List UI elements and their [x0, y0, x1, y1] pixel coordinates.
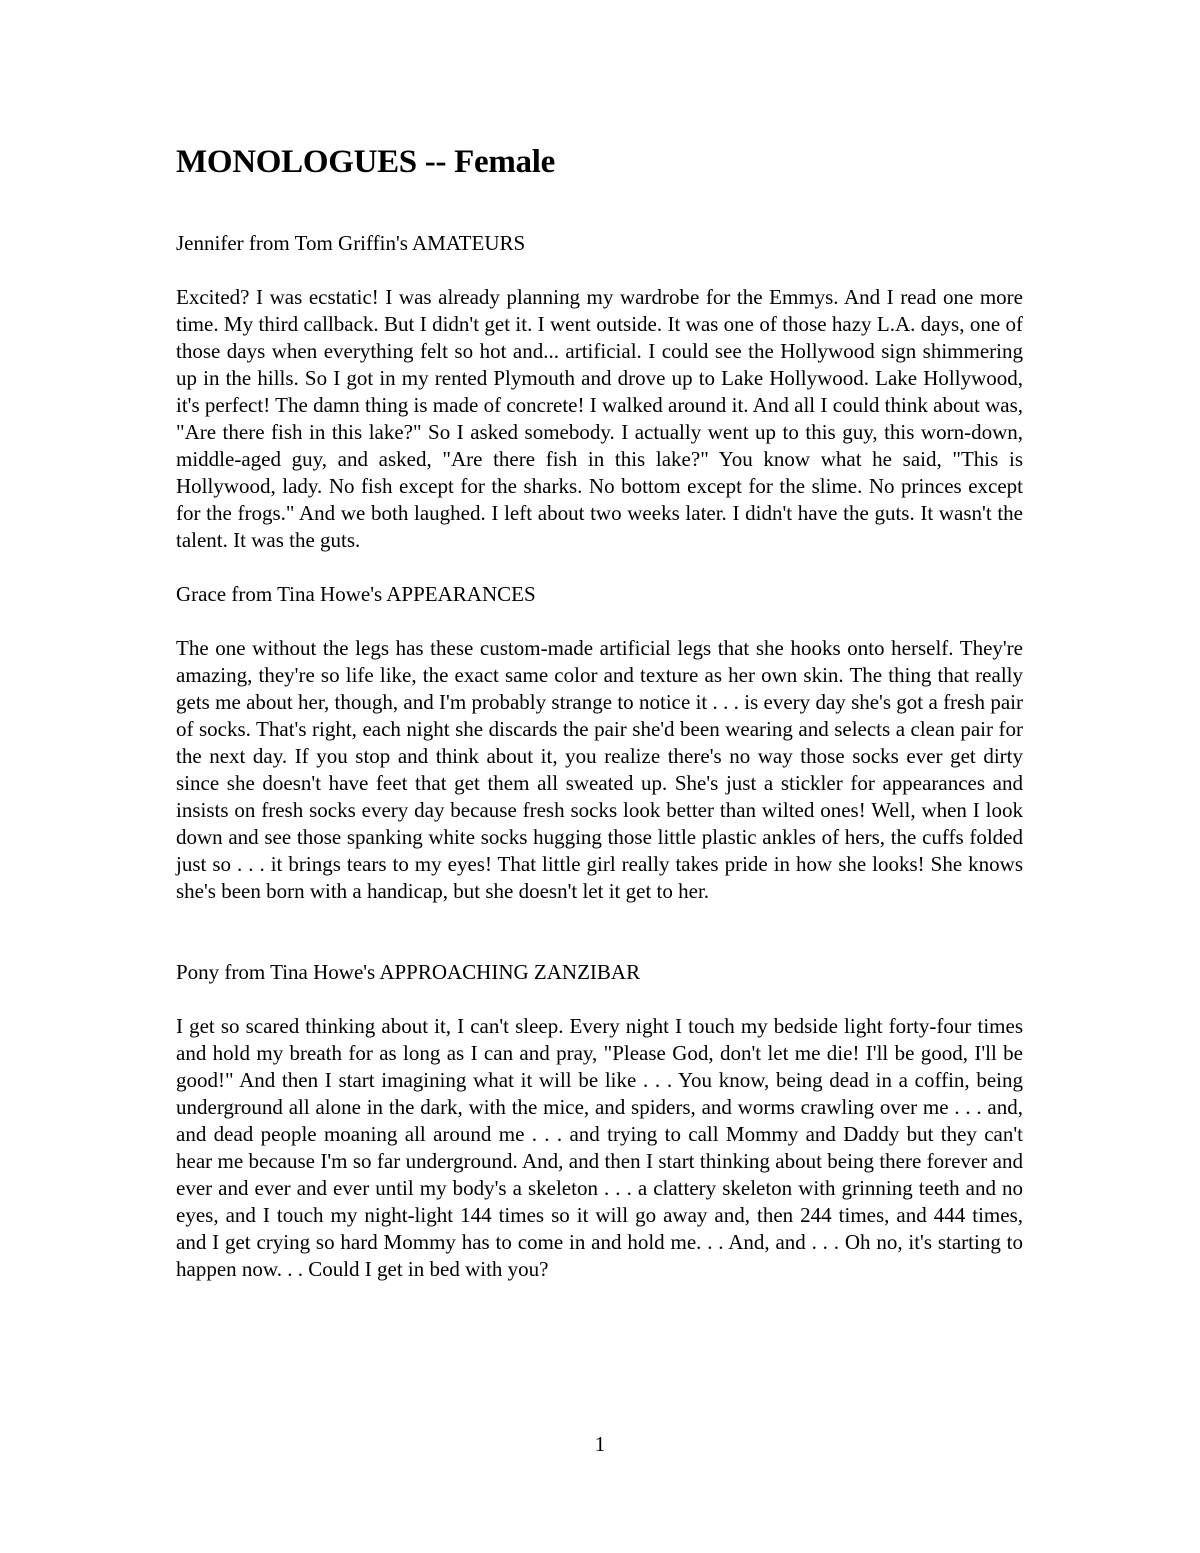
monologue-heading-appearances: Grace from Tina Howe's APPEARANCES — [176, 582, 536, 606]
monologue-text-amateurs: Excited? I was ecstatic! I was already planning my wardrobe for the Emmys. And I read one more time. My third callback. But I didn't get it. I went outside. It was one of those hazy L.A. days, one of those days when everything felt so hot and... artificial. I could see the Hollywood sign shimmering up in the hills. So I got in my rented Plymouth and drove up to Lake Hollywood. Lake Hollywood, it's perfect! The damn thing is made of concrete! I walked around it. And all I could think about was, "Are there fish in this lake?" So I asked somebody. I actually went up to this guy, this worn-down, middle-aged guy, and asked, "Are there fish in this lake?" You know what he said, "This is Hollywood, lady. No fish except for the sharks. No bottom except for the slime. No princes except for the frogs." And we both laughed. I left about two weeks later. I didn't have the guts. It wasn't the talent. It was the guts. — [176, 285, 1023, 552]
page-title: MONOLOGUES -- Female — [176, 144, 555, 180]
monologue-heading-approaching-zanzibar: Pony from Tina Howe's APPROACHING ZANZIBAR — [176, 960, 641, 984]
page-number: 1 — [594, 1432, 606, 1456]
monologue-text-approaching-zanzibar: I get so scared thinking about it, I can't sleep. Every night I touch my bedside light forty-four times and hold my breath for as long as I can and pray, "Please God, don't let me die! I'll be good, I'll be good!" And then I start imagining what it will be like . . . You know, being dead in a coffin, being underground all alone in the dark, with the mice, and spiders, and worms crawling over me . . . and, and dead people moaning all around me . . . and trying to call Mommy and Daddy but they can't hear me because I'm so far underground. And, and then I start thinking about being there forever and ever and ever and ever until my body's a skeleton . . . a clattery skeleton with grinning teeth and no eyes, and I touch my night-light 144 times so it will go away and, then 244 times, and 444 times, and I get crying so hard Mommy has to come in and hold me. . . And, and . . . Oh no, it's starting to happen now. . . Could I get in bed with you? — [176, 1014, 1023, 1281]
monologue-text-appearances: The one without the legs has these custom-made artificial legs that she hooks onto herself. They're amazing, they're so life like, the exact same color and texture as her own skin. The thing that really gets me about her, though, and I'm probably strange to notice it . . . is every day she's got a fresh pair of socks. That's right, each night she discards the pair she'd been wearing and selects a clean pair for the next day. If you stop and think about it, you realize there's no way those socks ever get dirty since she doesn't have feet that get them all sweated up. She's just a stickler for appearances and insists on fresh socks every day because fresh socks look better than wilted ones! Well, when I look down and see those spanking white socks hugging those little plastic ankles of hers, the cuffs folded just so . . . it brings tears to my eyes! That little girl really takes pride in how she looks! She knows she's been born with a handicap, but she doesn't let it get to her. — [176, 636, 1023, 903]
document-page — [176, 138, 1023, 1310]
section-spacer — [176, 932, 1023, 959]
monologue-heading-amateurs: Jennifer from Tom Griffin's AMATEURS — [176, 231, 526, 255]
